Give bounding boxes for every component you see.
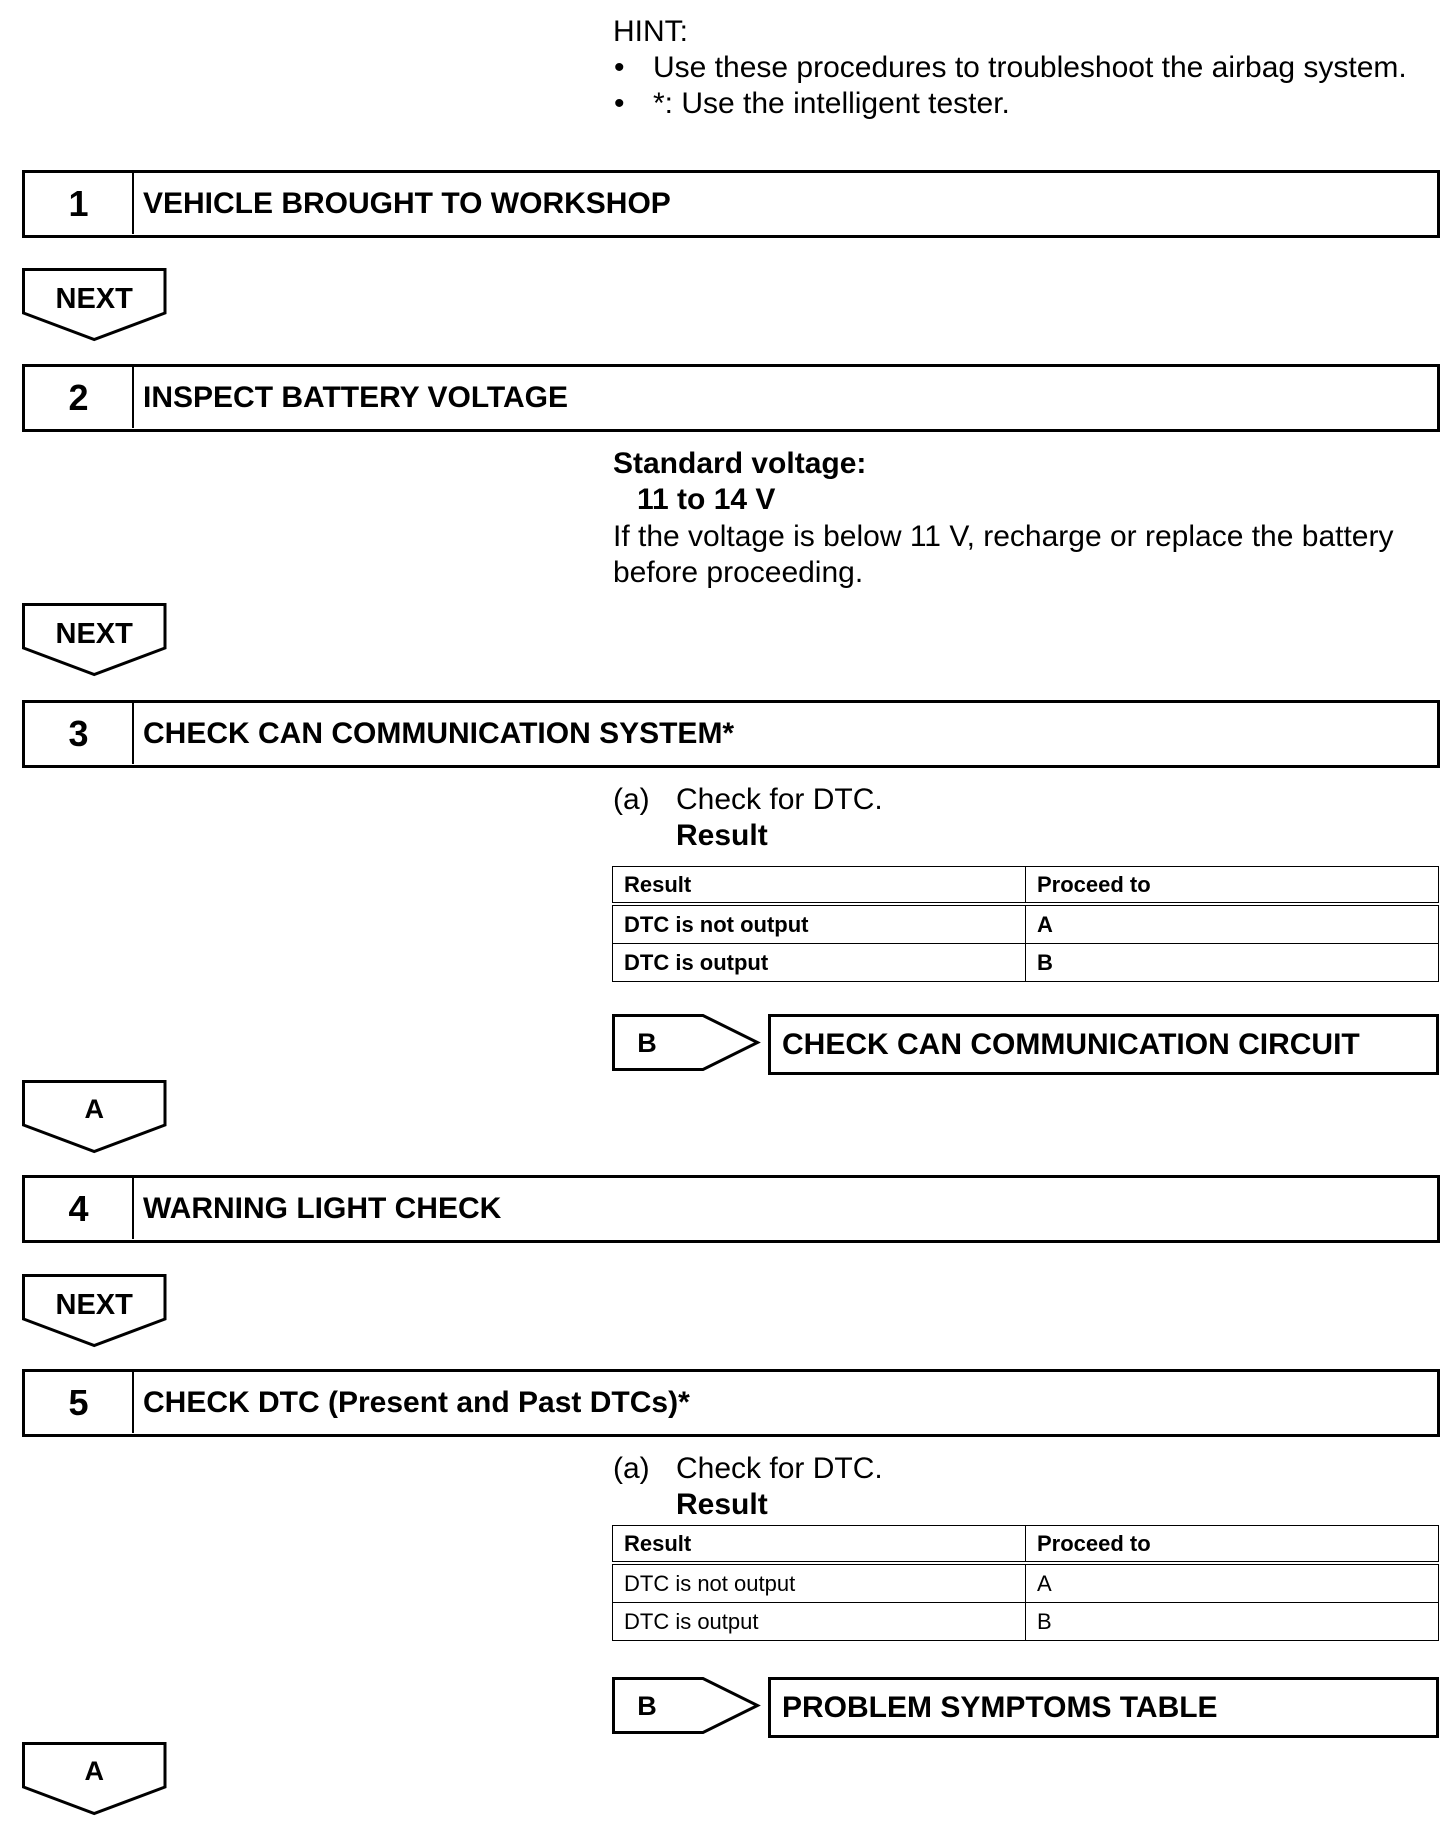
next-arrow (22, 603, 167, 676)
table-cell: B (1026, 944, 1439, 982)
sub-step-marker: (a) (613, 1452, 650, 1485)
step-5-box (22, 1369, 1440, 1437)
table-header-row (613, 867, 1439, 905)
table-cell: B (1026, 1603, 1439, 1641)
bullet-marker: • (614, 51, 625, 84)
hint-item: Use these procedures to troubleshoot the airbag system. (653, 51, 1407, 84)
step-3-box (22, 700, 1440, 768)
sub-step-text: Check for DTC. (676, 783, 883, 816)
step-1-box (22, 170, 1440, 238)
proceed-arrow-label: A (84, 1094, 104, 1124)
step-2-box (22, 364, 1440, 432)
step-number: 5 (25, 1372, 134, 1433)
table-cell: DTC is output (613, 944, 1026, 982)
step-title: CHECK CAN COMMUNICATION SYSTEM* (143, 717, 735, 750)
proceed-arrow-a (22, 1742, 167, 1815)
next-arrow (22, 268, 167, 341)
step-number: 3 (25, 703, 134, 764)
proceed-arrow-a (22, 1080, 167, 1153)
table-cell: DTC is not output (613, 904, 1026, 944)
arrow-outline (614, 1016, 758, 1070)
sub-step-text: Check for DTC. (676, 1452, 883, 1485)
result-label: Result (676, 1488, 768, 1521)
table-row (613, 944, 1439, 982)
branch-arrow (612, 1677, 760, 1734)
voltage-note: before proceeding. (613, 556, 864, 589)
branch-target-box (768, 1014, 1439, 1075)
table-row (613, 1603, 1439, 1641)
table-cell: A (1026, 904, 1439, 944)
next-arrow-label: NEXT (55, 283, 133, 315)
result-table (612, 866, 1439, 982)
table-header-cell: Result (613, 1526, 1026, 1564)
hint-label: HINT: (613, 15, 688, 48)
branch-target-text: CHECK CAN COMMUNICATION CIRCUIT (782, 1028, 1360, 1061)
step-title: VEHICLE BROUGHT TO WORKSHOP (143, 187, 671, 220)
table-header-row (613, 1526, 1439, 1564)
voltage-note: If the voltage is below 11 V, recharge or replace the battery (613, 520, 1394, 553)
branch-target-text: PROBLEM SYMPTOMS TABLE (782, 1691, 1218, 1724)
next-arrow (22, 1274, 167, 1347)
step-title: INSPECT BATTERY VOLTAGE (143, 381, 569, 414)
next-arrow-label: NEXT (55, 1289, 133, 1321)
step-title: CHECK DTC (Present and Past DTCs)* (143, 1386, 690, 1419)
arrow-outline (614, 1679, 758, 1733)
table-header-cell: Proceed to (1026, 867, 1439, 905)
table-cell: DTC is not output (613, 1563, 1026, 1603)
branch-label: B (637, 1028, 657, 1058)
result-table (612, 1525, 1439, 1641)
next-arrow-label: NEXT (55, 618, 133, 650)
table-header-cell: Proceed to (1026, 1526, 1439, 1564)
standard-voltage-value: 11 to 14 V (637, 483, 776, 516)
step-number: 4 (25, 1178, 134, 1239)
sub-step-marker: (a) (613, 783, 650, 816)
table-row (613, 1563, 1439, 1603)
step-number: 1 (25, 173, 134, 234)
branch-target-box (768, 1677, 1439, 1738)
standard-voltage-label: Standard voltage: (613, 447, 867, 480)
result-label: Result (676, 819, 768, 852)
table-cell: DTC is output (613, 1603, 1026, 1641)
step-title: WARNING LIGHT CHECK (143, 1192, 502, 1225)
table-cell: A (1026, 1563, 1439, 1603)
hint-item: *: Use the intelligent tester. (653, 87, 1010, 120)
table-header-cell: Result (613, 867, 1026, 905)
step-number: 2 (25, 367, 134, 428)
bullet-marker: • (614, 87, 625, 120)
table-row (613, 904, 1439, 944)
proceed-arrow-label: A (84, 1756, 104, 1786)
branch-arrow (612, 1014, 760, 1071)
branch-label: B (637, 1691, 657, 1721)
step-4-box (22, 1175, 1440, 1243)
